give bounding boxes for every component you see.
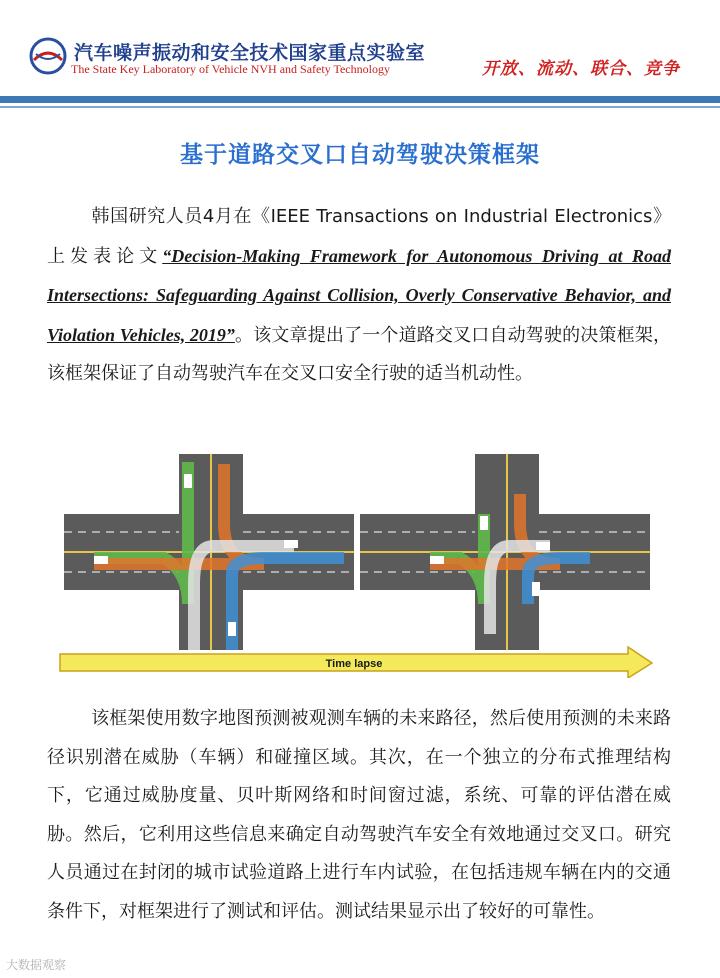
lab-logo-icon: [28, 36, 68, 76]
header-divider: [0, 96, 720, 103]
article-title: 基于道路交叉口自动驾驶决策框架: [180, 142, 540, 168]
intersection-figure: [56, 454, 668, 678]
watermark: 大数据观察: [6, 958, 67, 972]
time-lapse-label: Time lapse: [325, 658, 383, 670]
paragraph-1: [47, 198, 671, 394]
lab-name-en: The State Key Laboratory of Vehicle NVH and Safety Technology: [71, 62, 390, 76]
paragraph-2: [47, 700, 671, 931]
time-lapse-arrow: [60, 647, 652, 678]
paragraph-2-text: 该框架使用数字地图预测被观测车辆的未来路径，然后使用预测的未来路径识别潜在威胁（车辆）和碰撞区域。其次，在一个独立的分布式推理结构下，它通过威胁度量、贝叶斯网络和时间窗过滤，系统、可靠的评估潜在威胁。然后，它利用这些信息来确定自动驾驶汽车安全有效地通过交叉口。研究人员通过在封闭的城市试验道路上进行车内试验，在包括违规车辆在内的交通条件下，对框架进行了测试和评估。测试结果显示出了较好的可靠性。: [47, 708, 671, 922]
paragraph-1-tail: 。该文章提出了一个道路交叉口自动驾驶的决策框架，该框架保证了自动驾驶汽车在交叉口安全行驶的适当机动性。: [47, 324, 671, 384]
page-header: [0, 0, 720, 96]
lab-motto: 开放、流动、联合、竞争: [482, 59, 680, 79]
lab-name-cn: 汽车噪声振动和安全技术国家重点实验室: [74, 42, 426, 64]
header-divider-thin: [0, 106, 720, 108]
paragraph-1-lead: 韩国研究人员4月在《IEEE Transactions on Industrial Electronics》上发表论文: [47, 206, 671, 267]
intersection-right: [360, 454, 650, 650]
intersection-left: [64, 454, 354, 650]
paper-citation: “Decision-Making Framework for Autonomous Driving at Road Intersections: Safeguarding Against Collision, Overly Conservative Behavior, and Violation Vehicles, 2019”: [47, 245, 672, 345]
